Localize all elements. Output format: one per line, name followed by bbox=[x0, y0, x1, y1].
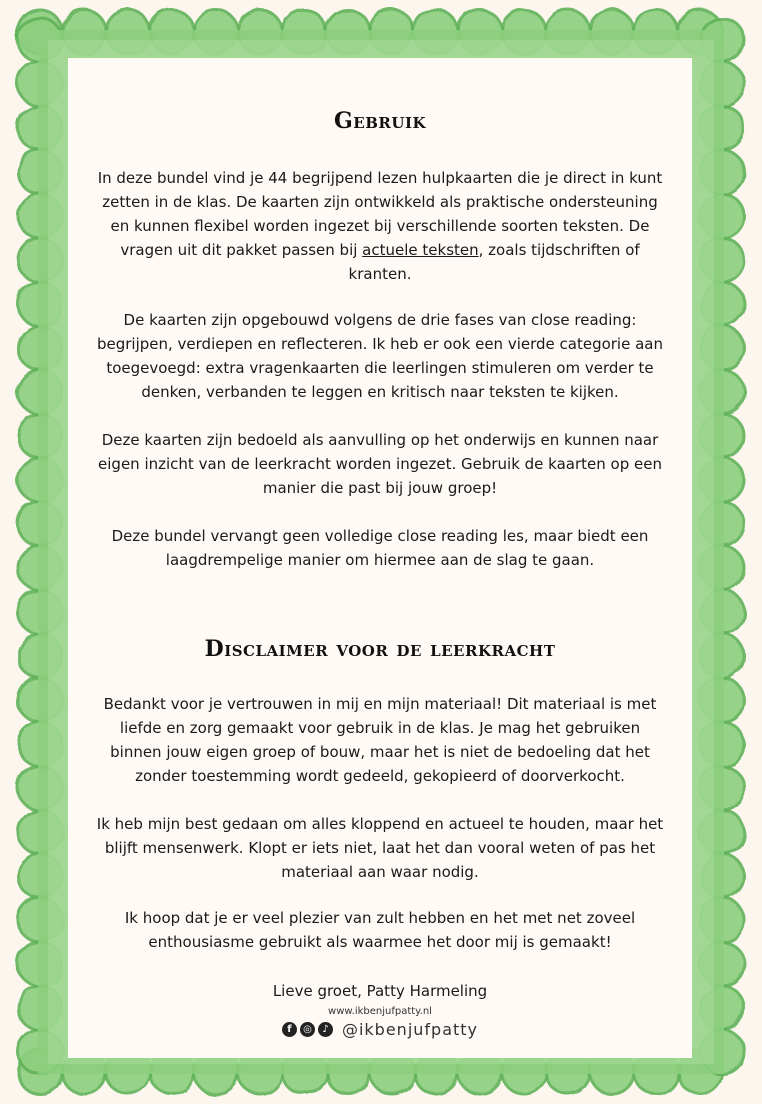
paragraph-bundel: Deze bundel vervangt geen volledige close reading les, maar biedt een laagdrempelige manier om hiermee aan de slag te gaan. bbox=[111, 527, 649, 569]
paragraph-aanvulling: Deze kaarten zijn bedoeld als aanvulling op het onderwijs en kunnen naar eigen inzicht van de leerkracht worden ingezet. Gebruik de kaarten op een manier die past bij jouw groep! bbox=[98, 431, 662, 497]
website-url[interactable]: www.ikbenjufpatty.nl bbox=[328, 1006, 432, 1017]
paragraph-intro: In deze bundel vind je 44 begrijpend lezen hulpkaarten die je direct in kunt zetten in de klas. De kaarten zijn ontwikkeld als praktische ondersteuning en kunnen flexibel worden ingezet bij verschillende soorten teksten. De vragen uit dit pakket passen bij actuele teksten, zoals tijdschriften of kranten. bbox=[97, 169, 663, 283]
paragraph-mensenwerk: Ik heb mijn best gedaan om alles kloppend en actueel te houden, maar het blijft mensenwerk. Klopt er iets niet, laat het dan vooral weten of pas het materiaal aan waar nodig. bbox=[96, 815, 664, 881]
signoff: Lieve groet, Patty Harmeling bbox=[272, 982, 488, 1000]
social-handle[interactable]: @ikbenjufpatty bbox=[341, 1020, 479, 1039]
facebook-icon[interactable]: f bbox=[282, 1022, 297, 1037]
social-row bbox=[68, 1020, 692, 1039]
content-panel bbox=[68, 58, 692, 1058]
instagram-icon[interactable]: ◎ bbox=[300, 1022, 315, 1037]
paragraph-plezier: Ik hoop dat je er veel plezier van zult hebben en het met net zoveel enthousiasme gebruikt als waarmee het door mij is gemaakt! bbox=[124, 909, 636, 951]
paragraph-bedankt: Bedankt voor je vertrouwen in mij en mijn materiaal! Dit materiaal is met liefde en zorg gemaakt voor gebruik in de klas. Je mag het gebruiken binnen jouw eigen groep of bouw, maar het is niet de bedoeling dat het zonder toestemming wordt gedeeld, gekopieerd of doorverkocht. bbox=[103, 695, 657, 785]
paragraph-close-reading: De kaarten zijn opgebouwd volgens de drie fases van close reading: begrijpen, verdiepen en reflecteren. Ik heb er ook een vierde categorie aan toegevoegd: extra vragenkaarten die leerlingen stimuleren om verder te denken, verbanden te leggen en kritisch naar teksten te kijken. bbox=[96, 311, 663, 401]
heading-disclaimer: Disclaimer voor de leerkracht bbox=[204, 636, 556, 662]
tiktok-icon[interactable]: ♪ bbox=[318, 1022, 333, 1037]
link-actuele-teksten[interactable]: actuele teksten bbox=[362, 241, 479, 259]
heading-gebruik: Gebruik bbox=[334, 108, 426, 134]
